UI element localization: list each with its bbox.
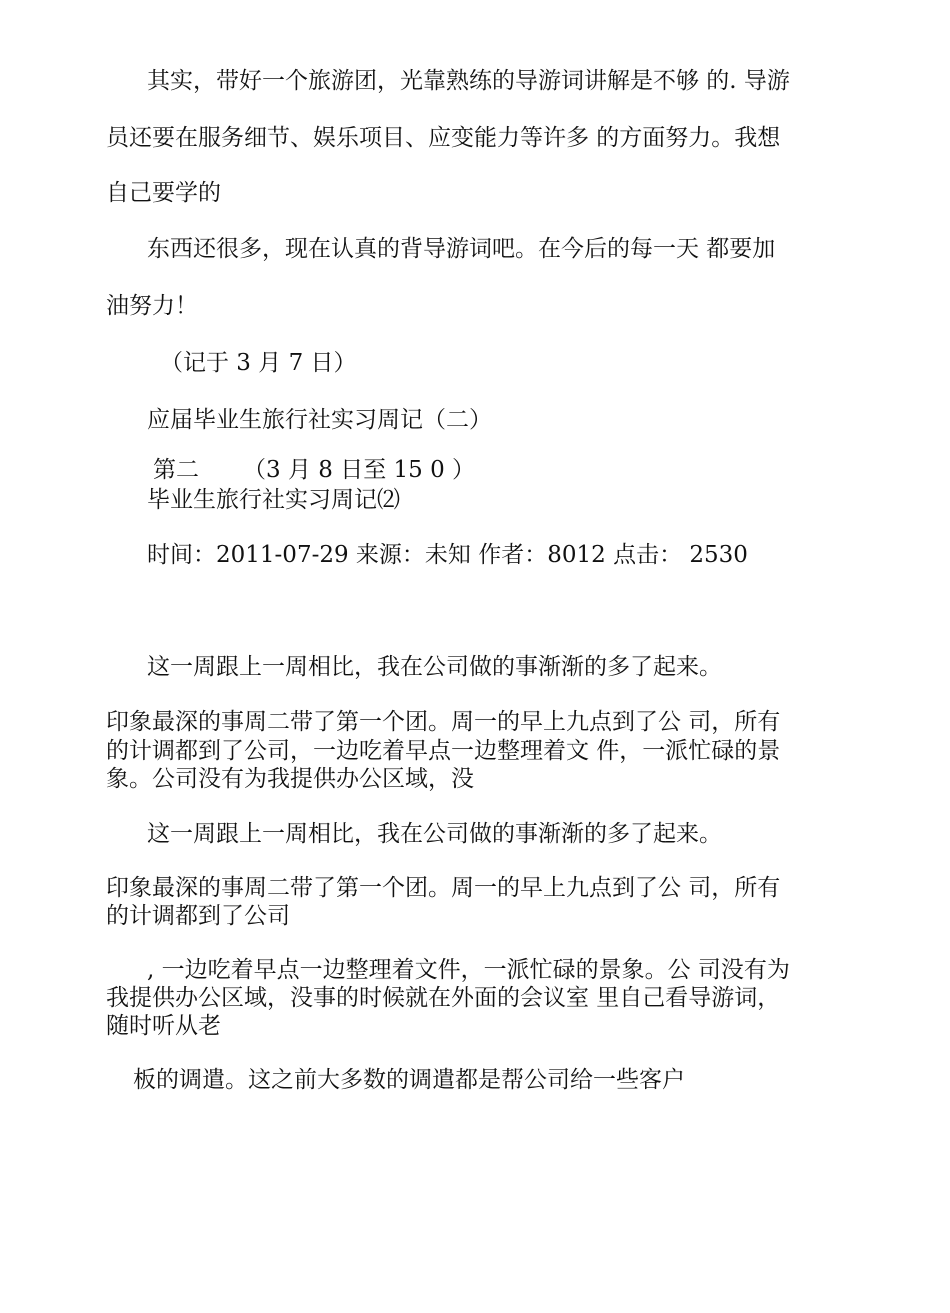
date-note: （记于 3 月 7 日）: [160, 350, 357, 376]
paragraph-6-line-1: 印象最深的事周二带了第一个团。周一的早上九点到了公 司，所有: [106, 875, 781, 901]
paragraph-6-line-2: 的计调都到了公司: [106, 903, 290, 929]
paragraph-3: 这一周跟上一周相比，我在公司做的事渐渐的多了起来。: [147, 654, 722, 680]
week-label: 第二: [153, 457, 199, 483]
article-subtitle: 毕业生旅行社实习周记⑵: [147, 487, 400, 513]
paragraph-1-line-3: 自己要学的: [106, 180, 221, 206]
week-range: （3 月 8 日至 15 0 ）: [243, 457, 476, 483]
paragraph-1-line-2: 员还要在服务细节、娱乐项目、应变能力等许多 的方面努力。我想: [106, 125, 781, 151]
paragraph-8: 板的调遣。这之前大多数的调遣都是帮公司给一些客户: [133, 1067, 685, 1093]
paragraph-4-line-2: 的计调都到了公司，一边吃着早点一边整理着文 件，一派忙碌的景: [106, 738, 781, 764]
paragraph-1-line-1: 其实，带好一个旅游团，光靠熟练的导游词讲解是不够 的. 导游: [147, 68, 790, 94]
article-title: 应届毕业生旅行社实习周记（二）: [147, 407, 492, 433]
paragraph-7-line-3: 随时听从老: [106, 1013, 221, 1039]
article-meta: 时间：2011-07-29 来源：未知 作者：8012 点击： 2530: [147, 542, 748, 568]
paragraph-4-line-3: 象。公司没有为我提供办公区域，没: [106, 766, 474, 792]
paragraph-2-line-2: 油努力！: [106, 293, 198, 319]
paragraph-2-line-1: 东西还很多，现在认真的背导游词吧。在今后的每一天 都要加: [147, 236, 776, 262]
paragraph-5: 这一周跟上一周相比，我在公司做的事渐渐的多了起来。: [147, 821, 722, 847]
paragraph-7-line-2: 我提供办公区域，没事的时候就在外面的会议室 里自己看导游词，: [106, 985, 781, 1011]
paragraph-7-line-1: , 一边吃着早点一边整理着文件，一派忙碌的景象。公 司没有为: [147, 957, 790, 983]
paragraph-4-line-1: 印象最深的事周二带了第一个团。周一的早上九点到了公 司，所有: [106, 709, 781, 735]
